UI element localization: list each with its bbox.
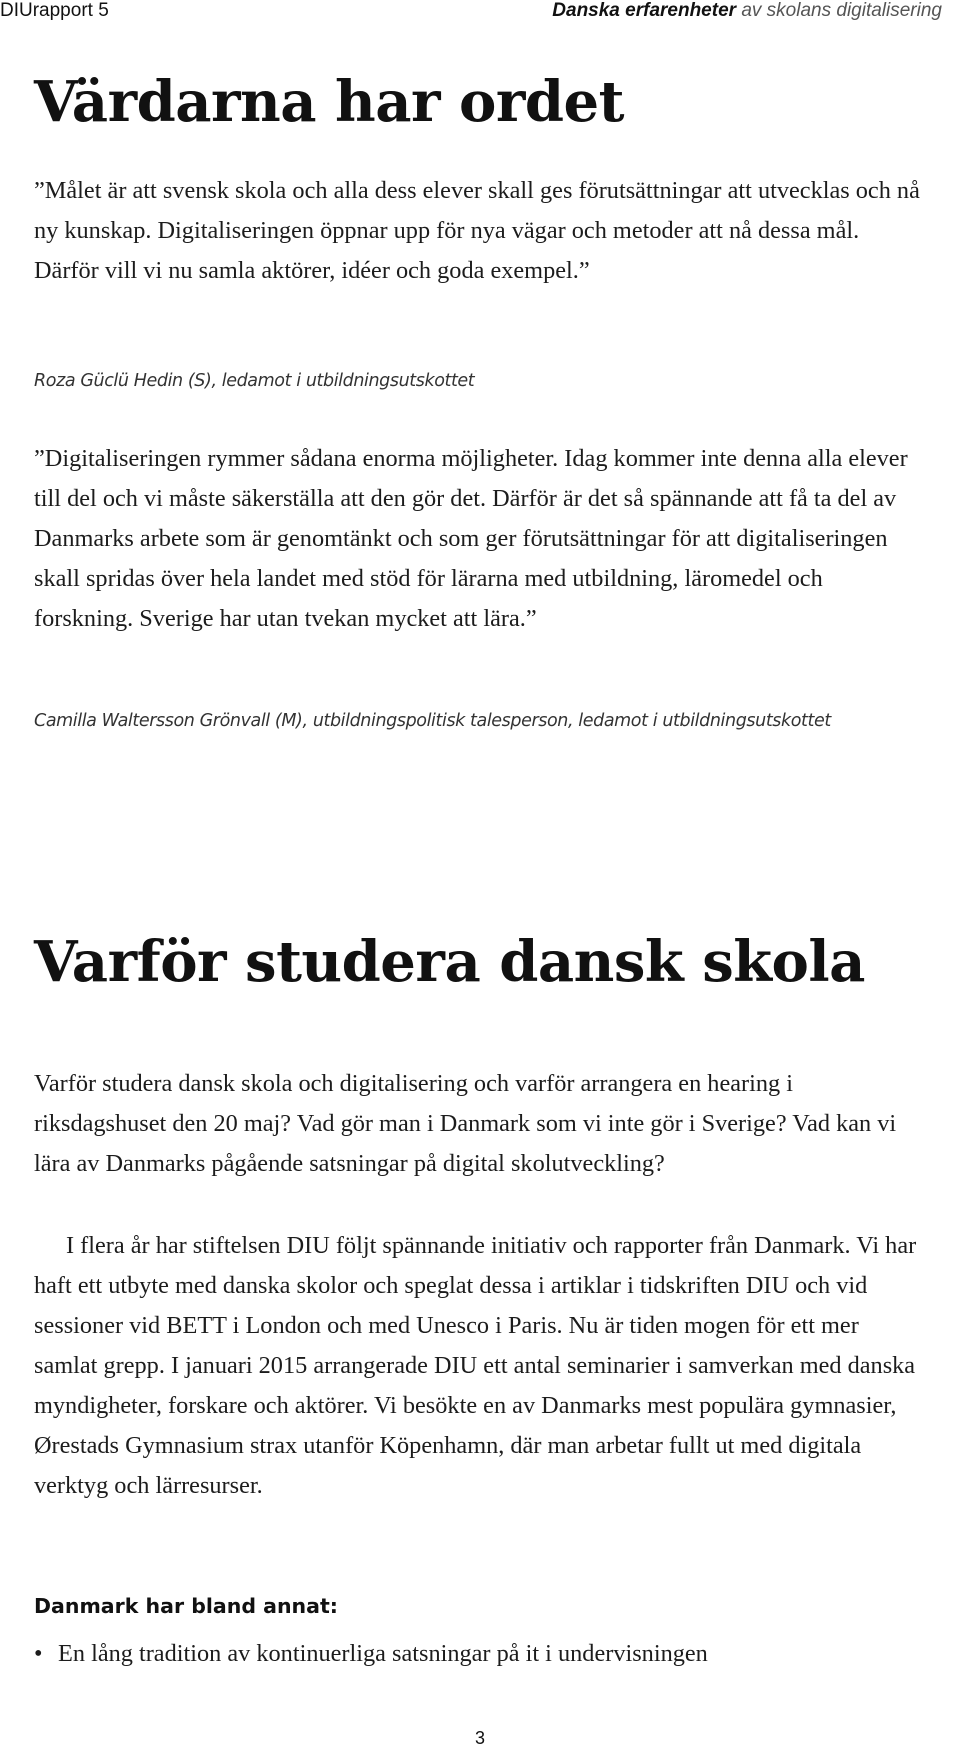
bullet-list (34, 1634, 934, 1674)
quote-waltersson: ”Digitaliseringen rymmer sådana enorma möjligheter. Idag kommer inte denna alla elever till del och vi måste säkerställa att den gör det. Därför är det så spännande att få ta del av Danmarks arbete som är genomtänkt och som ger förutsättningar för att digitaliseringen skall spridas över hela landet med stöd för lärarna med utbildning, läromedel och forskning. Sverige har utan tvekan mycket att lära.” (34, 445, 908, 632)
paragraph-intro: Varför studera dansk skola och digitalisering och varför arrangera en hearing i riksdagshuset den 20 maj? Vad gör man i Danmark som vi inte gör i Sverige? Vad kan vi lära av Danmarks pågående satsningar på digital skolutveckling? (34, 1070, 897, 1177)
subheading-denmark-has: Danmark har bland annat: (34, 1594, 338, 1618)
quote-hedin: ”Målet är att svensk skola och alla dess elever skall ges förutsättningar att utvecklas och nå ny kunskap. Digitaliseringen öppnar upp för nya vägar och metoder att nå dessa mål. Därför vill vi nu samla aktörer, idéer och goda exempel.” (34, 177, 920, 284)
bullet-icon: • (34, 1640, 43, 1667)
report-title (552, 0, 942, 22)
running-header (0, 0, 960, 22)
section-title-why-danish-school: Varför studera dansk skola (34, 929, 865, 995)
page-number: 3 (474, 1728, 485, 1748)
attribution-waltersson: Camilla Waltersson Grönvall (M), utbildningspolitisk talesperson, ledamot i utbildningsutskottet (34, 711, 831, 731)
paragraph-background: I flera år har stiftelsen DIU följt spännande initiativ och rapporter från Danmark. Vi har haft ett utbyte med danska skolor och speglat dessa i artiklar i tidskriften DIU och vid sessioner vid BETT i London och med Unesco i Paris. Nu är tiden mogen för ett mer samlat grepp. I januari 2015 arrangerade DIU ett antal seminarier i samverkan med danska myndigheter, forskare och aktörer. Vi besökte en av Danmarks mest populära gymnasier, Ørestads Gymnasium strax utanför Köpenhamn, där man arbetar fullt ut med digitala verktyg och lärresurser. (34, 1232, 917, 1499)
list-item-text: En lång tradition av kontinuerliga satsningar på it i undervisningen (58, 1640, 708, 1667)
report-title-bold: Danska erfarenheter (552, 0, 737, 21)
list-item (34, 1634, 934, 1674)
report-name: DIUrapport 5 (0, 0, 109, 21)
report-title-light: av skolans digitalisering (741, 0, 942, 21)
section-title-hosts: Värdarna har ordet (34, 69, 625, 135)
attribution-hedin: Roza Güclü Hedin (S), ledamot i utbildningsutskottet (34, 371, 475, 391)
